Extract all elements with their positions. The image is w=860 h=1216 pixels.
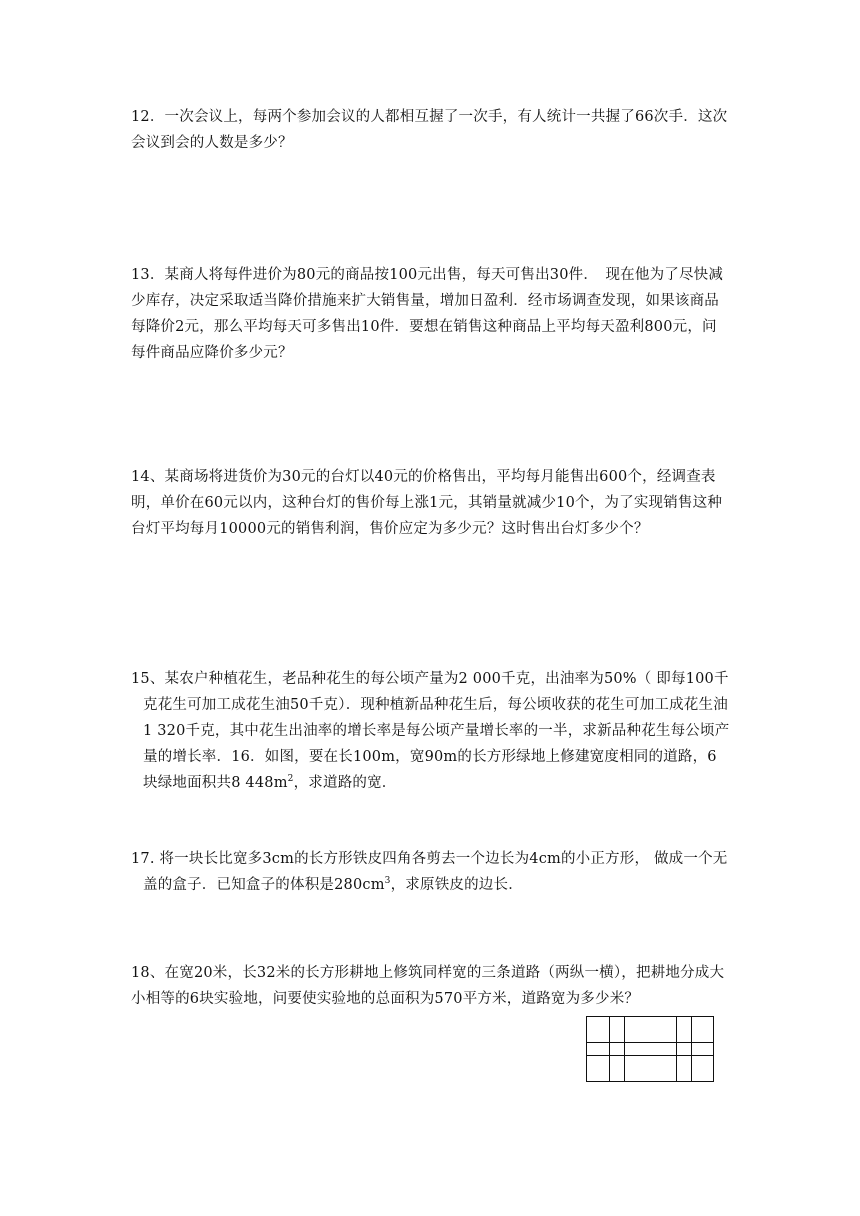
question-17 xyxy=(131,846,731,898)
field-roads-diagram xyxy=(586,1016,714,1082)
question-12 xyxy=(131,104,731,156)
question-18 xyxy=(131,960,731,1012)
question-14 xyxy=(131,464,731,542)
area-unit-superscript: 2 xyxy=(287,774,294,785)
question-12-text: 12．一次会议上，每两个参加会议的人都相互握了一次手，有人统计一共握了66次手．这次会议到会的人数是多少？ xyxy=(131,109,728,151)
question-15-text: 15、某农户种植花生，老品种花生的每公顷产量为2 000千克，出油率为50%（ 即每100千克花生可加工成花生油50千克）．现种植新品种花生后，每公顷收获的花生可加工成花生油1 320千克，其中花生出油率的增长率是每公顷产量增长率的一半，求新品种花生每公顷产量的增长率．16．如图，要在长100m，宽90m的长方形绿地上修建宽度相同的道路，6 块绿地面积共8 448m xyxy=(131,671,730,791)
question-18-text: 18、在宽20米，长32米的长方形耕地上修筑同样宽的三条道路（两纵一横），把耕地分成大小相等的6块实验地，问要使实验地的总面积为570平方米，道路宽为多少米？ xyxy=(131,965,725,1007)
diagram-road-vertical-1-right xyxy=(624,1017,625,1081)
question-14-text: 14、某商场将进货价为30元的台灯以40元的价格售出，平均每月能售出600个，经调查表明，单价在60元以内，这种台灯的售价每上涨1元，其销量就减少10个，为了实现销售这种台灯平均每月10000元的销售利润，售价应定为多少元？这时售出台灯多少个？ xyxy=(131,469,723,537)
diagram-road-vertical-2-left xyxy=(676,1017,677,1081)
question-17-text-end: ，求原铁皮的边长． xyxy=(390,877,523,893)
diagram-road-horizontal-top xyxy=(587,1042,713,1043)
question-13 xyxy=(131,262,731,366)
volume-unit-superscript: 3 xyxy=(384,876,391,887)
question-13-text: 13．某商人将每件进价为80元的商品按100元出售，每天可售出30件． 现在他为了尽快减少库存，决定采取适当降价措施来扩大销售量，增加日盈利．经市场调查发现，如果该商品每降价2元，那么平均每天可多售出10件．要想在销售这种商品上平均每天盈利800元，问每件商品应降价多少元？ xyxy=(131,267,724,361)
diagram-road-vertical-2-right xyxy=(691,1017,692,1081)
diagram-road-horizontal-bottom xyxy=(587,1055,713,1056)
question-17-text: 17. 将一块长比宽多3cm的长方形铁皮四角各剪去一个边长为4cm的小正方形， 做成一个无盖的盒子．已知盒子的体积是280cm xyxy=(131,851,728,893)
question-15-16 xyxy=(131,666,731,796)
diagram-road-vertical-1-left xyxy=(609,1017,610,1081)
question-16-text-end: ，求道路的宽． xyxy=(293,775,397,791)
